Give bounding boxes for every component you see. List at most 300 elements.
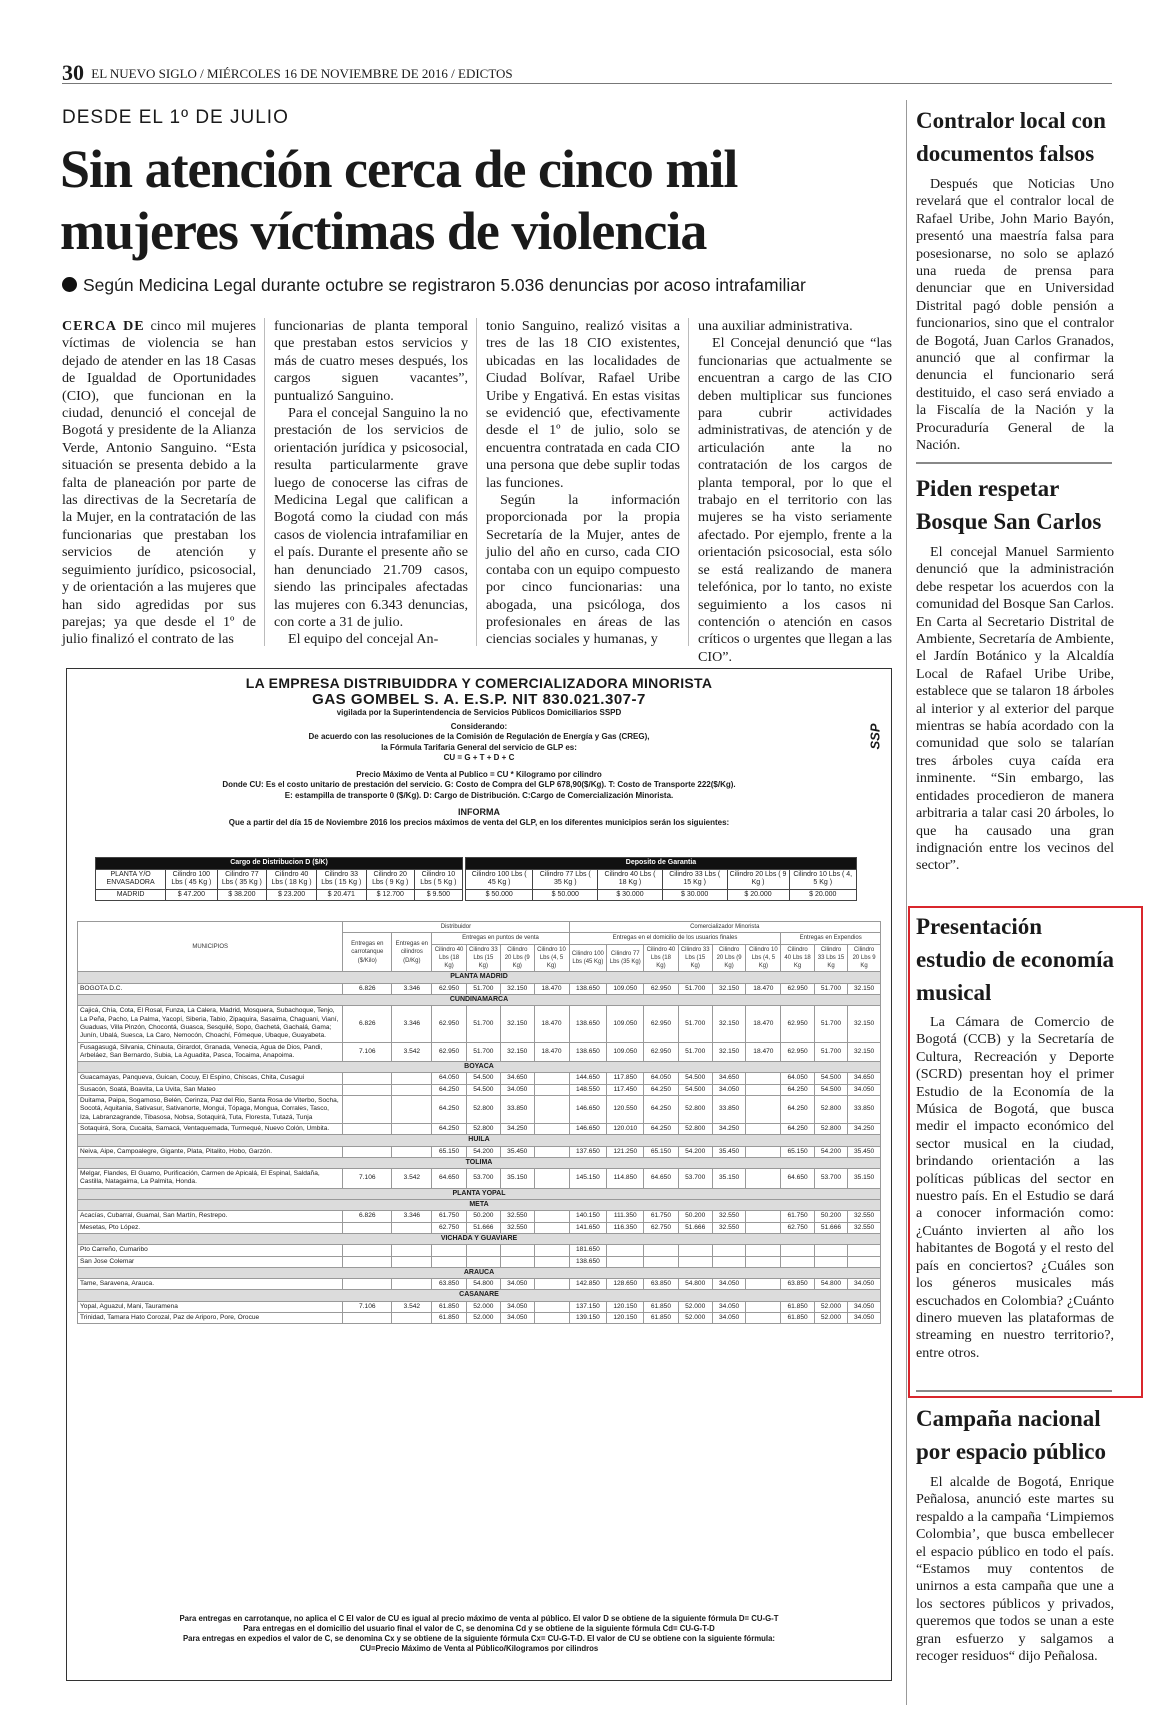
price-cell [678,1245,712,1256]
price-cell [848,1245,881,1256]
price-cell: 18.470 [746,1006,781,1042]
price-cell: 32.150 [500,983,534,994]
section-label: CASANARE [78,1290,881,1301]
price-cell [500,1245,534,1256]
column-divider [264,318,265,646]
table-header: Cilindro 77 Lbs (35 Kg) [607,944,644,972]
price-cell: 54.500 [678,1073,712,1084]
price-cell: 64.650 [644,1169,678,1189]
section-label: TOLIMA [78,1157,881,1168]
section-label: BOYACA [78,1062,881,1073]
price-cell: 34.650 [712,1073,746,1084]
table-section-row [78,1290,881,1301]
price-cell: 142.850 [569,1279,607,1290]
table-header: Cilindro 100 Lbs ( 45 Kg ) [466,869,533,889]
price-cell: 18.470 [534,1042,569,1062]
price-cell: 61.850 [781,1301,814,1312]
price-cell: 138.650 [569,983,607,994]
price-cell: 33.850 [712,1096,746,1124]
municipio-cell: Cajicá, Chía, Cota, El Rosal, Funza, La Calera, Madrid, Mosquera, Subachoque, Tenjo, La Peña, Pacho, La Palma, Yacopí, Siberia, Tabio, Zipaquira, Sasaima, Chaguani, Vianí, Guaduas, Villa Pinzón, Chocontá, Guasca, Sesquilé, Sopo, Gachetá, Gachalá, Gama; Junín, Ubalá, Suesca, La Caro, Nemocón, Choachí, Fómeque, Ubaque, Guayabeta. [78,1006,343,1042]
price-cell [746,1096,781,1124]
table-header: Cilindro 33 Lbs ( 15 Kg ) [662,869,727,889]
table-row [78,1006,881,1042]
table-row [78,1073,881,1084]
notice-footer: Para entregas en carrotanque, no aplica el C El valor de CU es igual al precio máximo de venta al público. El valor D se obtiene de la siguiente fórmula D= CU-G-T Para entregas en el domicilio del usuario final el valor de C, se denomina Cd y se obtiene de la siguiente fórmula Cd= CU-G-T-D Para entregas en expedios el valor de C, se denomina Cx y se obtiene de la siguiente fórmula Cx= CU-G-T-D. El valor de CU se obtiene con la siguiente fórmula: CU=Precio Máximo de Venta al Público/Kilogramos por cilindros [179,1614,779,1653]
price-cell: 35.150 [712,1169,746,1189]
price-cell: 34.650 [848,1073,881,1084]
price-cell [814,1245,847,1256]
price-cell: 3.346 [392,1211,432,1222]
price-cell: 141.650 [569,1222,607,1233]
price-cell: 62.950 [432,983,466,994]
price-cell [746,1169,781,1189]
price-cell: 51.700 [678,1006,712,1042]
table-header: Cilindro 40 Lbs (18 Kg) [432,944,466,972]
article-deck [62,275,806,296]
price-cell: 34.050 [712,1084,746,1095]
price-cell [607,1245,644,1256]
price-cell: 35.150 [848,1169,881,1189]
table-header: Cilindro 33 Lbs (15 Kg) [678,944,712,972]
price-cell: 62.950 [644,1042,678,1062]
price-cell: 52.800 [678,1123,712,1134]
municipio-cell: Yopal, Aguazul, Mani, Tauramena [78,1301,343,1312]
price-cell [343,1279,392,1290]
price-cell [746,1211,781,1222]
sidebar-headline-1: Contralor local con documentos falsos [916,108,1106,166]
price-cell [607,1256,644,1267]
table-header: Cilindro 20 Lbs ( 9 Kg ) [366,869,414,889]
price-cell: 54.800 [814,1279,847,1290]
price-cell: 137.150 [569,1301,607,1312]
notice-title: LA EMPRESA DISTRIBUIDDRA Y COMERCIALIZADORA MINORISTA [245,675,713,691]
price-cell [343,1073,392,1084]
article-paragraph: Según la información proporcionada por la propia Secretaría de la Mujer, antes de julio del año en curso, cada CIO contaba con un equipo compuesto por cinco funcionarias: una abogada, una psicóloga, dos profesionales en áreas de las ciencias sociales y humanas, y [486,492,680,648]
price-cell: 52.000 [678,1312,712,1323]
price-cell: 32.550 [848,1211,881,1222]
sidebar-separator [916,462,1112,464]
sidebar-headline-2: Piden respetar Bosque San Carlos [916,476,1102,534]
table-header: Entregas en el domicilio de los usuarios finales [569,933,781,944]
price-cell [534,1312,569,1323]
price-cell [534,1084,569,1095]
price-cell [781,1245,814,1256]
municipio-cell: Guacamayas, Panqueva, Guican, Cocuy, El Espino, Chiscas, Chita, Cusagui [78,1073,343,1084]
price-cell [392,1312,432,1323]
price-cell: 3.542 [392,1169,432,1189]
deposito-garantia-table: Deposito de Garantia Cilindro 100 Lbs ( 45 Kg ) Cilindro 77 Lbs ( 35 Kg ) Cilindro 40 Lbs ( 18 Kg ) Cilindro 33 Lbs ( 15 Kg ) Cilindro 20 Lbs ( 9 Kg ) Cilindro 10 Lbs ( 4, 5 Kg ) $ 50.000 $ 50.000 $ 30.000 $ 30.000 $ 20.000 $ 20.000 [465,857,857,901]
municipio-cell: BOGOTA D.C. [78,983,343,994]
article-column-3 [486,318,680,649]
price-cell [392,1222,432,1233]
price-cell: 138.650 [569,1006,607,1042]
price-cell [432,1256,466,1267]
notice-considerando: Considerando: [450,721,508,731]
sidebar-headline-4: Campaña nacional por espacio público [916,1406,1106,1464]
table-header: Cilindro 33 Lbs 15 Kg [814,944,847,972]
price-cell: 61.850 [432,1312,466,1323]
price-cell: 34.250 [500,1123,534,1134]
price-cell [392,1245,432,1256]
price-cell: 54.500 [466,1084,500,1095]
price-cell: 32.550 [712,1222,746,1233]
price-cell: 62.750 [432,1222,466,1233]
price-cell: 52.800 [678,1096,712,1124]
price-cell: 52.800 [814,1096,847,1124]
price-cell [781,1256,814,1267]
price-cell: 51.700 [814,983,847,994]
folio-line [62,62,1112,84]
price-cell: 35.450 [848,1146,881,1157]
table-row [78,1123,881,1134]
price-cell [392,1096,432,1124]
table-header: Cilindro 20 Lbs ( 9 Kg ) [727,869,789,889]
section-label: ARAUCA [78,1267,881,1278]
price-cell [534,1073,569,1084]
price-cell: 50.200 [814,1211,847,1222]
table-cell: $ 47.200 [166,889,217,901]
price-cell: 53.700 [814,1169,847,1189]
price-cell: 64.250 [781,1084,814,1095]
price-cell: 117.850 [607,1073,644,1084]
table-row [78,1245,881,1256]
price-cell: 148.550 [569,1084,607,1095]
price-cell: 52.800 [466,1123,500,1134]
price-cell: 62.950 [781,983,814,994]
price-cell [343,1123,392,1134]
table-cell: $ 20.471 [316,889,366,901]
price-cell: 33.850 [848,1096,881,1124]
price-cell: 51.700 [814,1042,847,1062]
table-header: Cilindro 20 Lbs 9 Kg [848,944,881,972]
table-header: Cilindro 10 Lbs ( 5 Kg ) [414,869,462,889]
price-cell: 52.000 [466,1301,500,1312]
sidebar-story-3: La Cámara de Comercio de Bogotá (CCB) y la Secretaría de Cultura, Recreación y Deporte (SCRD) presentan hoy el primer Estudio de la Economía de la Música de Bogotá, que busca medir el impacto económico del sector musical en la ciudad, brindando orientación a las políticas públicas del sector en nuestro país. En el Estudio se dará a conocer información como: ¿Cuánto invierten al año los habitantes de Bogotá y el resto del país en conciertos? ¿Cuáles son los géneros musicales más escuchados en Colombia? ¿Cuánto dinero mueven las plataformas de streaming en nuestro territorio?, entre otros. [916,1014,1114,1361]
price-cell: 51.700 [678,1042,712,1062]
table-cell: $ 38.200 [217,889,267,901]
municipio-cell: Duitama, Paipa, Sogamoso, Belén, Cerinza, Paz del Rio, Santa Rosa de Viterbo, Socha, Socotá, Aquitania, Sativasur, Sativanorte, Mongui, Tópaga, Mongua, Corrales, Tasco, Iza, Labranzagrande, Tibasosa, Nobsa, Sotaquirá, Tuta, Floresta, Tutazá, Tunja [78,1096,343,1124]
table-row [78,983,881,994]
price-cell: 64.250 [781,1123,814,1134]
price-cell [534,1256,569,1267]
sidebar-story-2: El concejal Manuel Sarmiento denunció que la administración debe respetar los acuerdos con la comunidad del Bosque San Carlos. En Carta al Secretario Distrital de Ambiente, Secretaría de Ambiente, el Jardín Botánico y la Alcaldía Local de Rafael Uribe Uribe, establece que se talaron 18 árboles al interior y al exterior del parque mientras se había acordado con la comunidad que solo se talarían tres árboles cuya caída era inminente. “Sin embargo, las entidades procedieron de manera arbitraria a talar casi 20 árboles, lo que ha causado una gran indignación entre los vecinos del sector”. [916,544,1114,874]
table-header: Cilindro 33 Lbs ( 15 Kg ) [316,869,366,889]
table-header: Entregas en cilindros (D/Kg) [392,933,432,972]
table-header: Cilindro 100 Lbs ( 45 Kg ) [166,869,217,889]
price-cell: 63.850 [432,1279,466,1290]
price-cell: 120.150 [607,1312,644,1323]
price-cell: 51.666 [678,1222,712,1233]
price-cell: 50.200 [466,1211,500,1222]
table-cell: $ 50.000 [466,889,533,901]
sidebar-divider [906,100,907,1705]
price-cell: 64.650 [781,1169,814,1189]
table-section-row [78,972,881,983]
legal-notice: LA EMPRESA DISTRIBUIDDRA Y COMERCIALIZADORA MINORISTA GAS GOMBEL S. A. E.S.P. NIT 830.021.307-7 vigilada por la Superintendencia de Servicios Públicos Domiciliarios SSPD Considerando: De acuerdo con las resoluciones de la Comisión de Regulación de Energía y Gas (CREG), la Fórmula Tarifaria General del servicio de GLP es: CU = G + T + D + C Precio Máximo de Venta al Publico = CU * Kilogramo por cilindro Donde CU: Es el costo unitario de prestación del servicio. G: Costo de Compra del GLP 678,90($/Kg). T: Costo de Transporte 222($/Kg). E: estampilla de transporte 0 ($/Kg). D: Cargo de Distribución. C:Cargo de Comercialización Minorista. INFORMA Que a partir del día 15 de Noviembre 2016 los precios máximos de venta del GLP, en los diferentes municipios serán los siguientes: SSP Cargo de Distribucion D ($/K) PLANTA Y/O ENVASADORA Cilindro 100 Lbs ( 45 Kg ) Cilindro 77 Lbs ( 35 Kg ) Cilindro 40 Lbs ( 18 Kg ) Cilindro 33 Lbs ( 15 Kg ) Cilindro 20 Lbs ( 9 Kg ) Cilindro 10 Lbs ( 5 Kg ) MADRID $ 47.200 $ 38.200 $ 23.200 $ 20.471 $ 12.700 $ 9.500 Deposito de Garantia Cilindro 100 Lbs ( 45 Kg ) Cilindro 77 Lbs ( 35 Kg ) Cilindro 40 Lbs ( 18 Kg ) Cilindro 33 Lbs ( 15 Kg ) Cilindro 20 Lbs ( 9 Kg ) Cilindro 10 Lbs ( 4, 5 Kg ) $ 50.000 $ 50.000 $ 30.000 $ 30.000 $ 20.000 $ 20.000 MUNICIPIOS Distribuidor Comercializador Minorista Entregas en carrotanque ($/Kilo) Entregas en cilindros (D/Kg) Entregas en puntos de venta Entregas en el domicilio de los usuarios finales Entregas en Expendios Cilindro 40 Lbs (18 Kg) Cilindro 33 Lbs (15 Kg) Cilindro 20 Lbs (9 Kg) Cilindro 10 Lbs (4, 5 Kg) Cilindro 100 Lbs (45 Kg) Cilindro 77 Lbs (35 Kg) Cilindro 40 Lbs (18 Kg) Cilindro 33 Lbs (15 Kg) Cilindro 20 Lbs (9 Kg) Cilindro 10 Lbs (4, 5 Kg) Cilindro 40 Lbs 18 Kg Cilindro 33 Lbs 15 Kg Cilindro 20 Lbs 9 Kg PLANTA MADRID BOGOTA D.C. 6.826 3.346 62.950 51.700 32.150 18.470 138.650 109.050 62.950 51.700 32.150 18.470 62.950 51.700 32.150 CUNDINAMARCA Cajicá, Chía, Cota, El Rosal, Funza, La Calera, Madrid, Mosquera, Subachoque, Tenjo, La Peña, Pacho, La Palma, Yacopí, Siberia, Tabio, Zipaquira, Sasaima, Chaguani, Vianí, Guaduas, Villa Pinzón, Chocontá, Guasca, Sesquilé, Sopo, Gachetá, Gachalá, Gama; Junín, Ubalá, Suesca, La Caro, Nemocón, Choachí, Fómeque, Ubaque, Guayabeta. 6.826 3.346 62.950 51.700 32.150 18.470 138.650 109.050 62.950 51.700 32.150 18.470 62.950 51.700 32.150 Fusagasugá, Silvania, Chinauta, Girardot, Granada, Venecia, Agua de Dios, Pandi, Arbeláez, San Bernardo, Subia, La Aguadita, Pasca, Tocaima, Anapoima. 7.106 3.542 62.950 51.700 32.150 18.470 138.650 109.050 62.950 51.700 32.150 18.470 62.950 51.700 32.150 BOYACA Guacamayas, Panqueva, Guican, Cocuy, El Espino, Chiscas, Chita, Cusagui 64.050 54.500 34.650 144.650 117.850 64.050 54.500 34.650 64.050 54.500 34.650 Susacón, Soatá, Boavita, La Uvita, San Mateo 64.250 54.500 34.050 148.550 117.450 64.250 54.500 34.050 64.250 54.500 34.050 Duitama, Paipa, Sogamoso, Belén, Cerinza, Paz del Rio, Santa Rosa de Viterbo, Socha, Socotá, Aquitania, Sativasur, Sativanorte, Mongui, Tópaga, Mongua, Corrales, Tasco, Iza, Labranzagrande, Tibasosa, Nobsa, Sotaquirá, Tuta, Floresta, Tutazá, Tunja 64.250 52.800 33.850 146.650 120.550 64.250 52.800 33.850 64.250 52.800 33.850 Sotaquirá, Sora, Cucaita, Samacá, Ventaquemada, Turmequé, Nuevo Colón, Umbita. 64.250 52.800 34.250 146.650 120.010 64.250 52.800 34.250 64.250 52.800 34.250 HUILA Neiva, Aipe, Campoalegre, Gigante, Plata, Pitalito, Hobo, Garzón. 65.150 54.200 35.450 137.650 121.250 65.150 54.200 35.450 65.150 54.200 35.450 TOLIMA Melgar, Flandes, El Guamo, Purificación, Carmen de Apicalá, El Espinal, Saldaña, Castilla, Natagaima, La Palmita, Honda. 7.106 3.542 64.650 53.700 35.150 145.150 114.850 64.650 53.700 35.150 64.650 53.700 35.150 PLANTA YOPAL META Acacías, Cubarral, Guamal, San Martín, Restrepo. 6.826 3.346 61.750 50.200 32.550 140.150 111.350 61.750 50.200 32.550 61.750 50.200 32.550 Mesetas, Pto López. 62.750 51.666 32.550 141.650 116.350 62.750 51.666 32.550 62.750 51.666 32.550 VICHADA Y GUAVIARE Pto Carreño, Cumaribo 181.650 San Jose Colemar 138.650 ARAUCA Tame, Saravena, Arauca. 63.850 54.800 34.050 142.850 128.650 63.850 54.800 34.050 63.850 54.800 34.050 CASANARE Yopal, Aguazul, Mani, Tauramena 7.106 3.542 61.850 52.000 34.050 137.150 120.150 61.850 52.000 34.050 61.850 52.000 34.050 Trinidad, Tamara Hato Corozal, Paz de Ariporo, Pore, Orocue 61.850 52.000 34.050 139.150 120.150 61.850 52.000 34.050 61.850 52.000 34.050 Para entregas en carrotanque, no aplica el C El valor de CU es igual al precio máximo de venta al público. El valor D se obtiene de la siguiente fórmula D= CU-G-T Para entregas en el domicilio del usuario final el valor de C, se denomina Cd y se obtiene de la siguiente fórmula Cd= CU-G-T-D Para entregas en expedios el valor de C, se denomina Cx y se obtiene de la siguiente fórmula Cx= CU-G-T-D. El valor de CU se obtiene con la siguiente fórmula: CU=Precio Máximo de Venta al Público/Kilogramos por cilindros [66,668,892,1681]
table-header: Cilindro 40 Lbs 18 Kg [781,944,814,972]
price-cell: 62.750 [644,1222,678,1233]
municipio-cell: Fusagasugá, Silvania, Chinauta, Girardot, Granada, Venecia, Agua de Dios, Pandi, Arbeláez, San Bernardo, Subia, La Aguadita, Pasca, Tocaima, Anapoima. [78,1042,343,1062]
price-cell: 34.050 [500,1301,534,1312]
cargo-distribucion-table: Cargo de Distribucion D ($/K) PLANTA Y/O ENVASADORA Cilindro 100 Lbs ( 45 Kg ) Cilindro 77 Lbs ( 35 Kg ) Cilindro 40 Lbs ( 18 Kg ) Cilindro 33 Lbs ( 15 Kg ) Cilindro 20 Lbs ( 9 Kg ) Cilindro 10 Lbs ( 5 Kg ) MADRID $ 47.200 $ 38.200 $ 23.200 $ 20.471 $ 12.700 $ 9.500 [95,857,463,901]
table-header: Cilindro 20 Lbs (9 Kg) [712,944,746,972]
notice-vigilada: vigilada por la Superintendencia de Servicios Públicos Domiciliarios SSPD [336,708,622,717]
price-cell: 32.150 [500,1042,534,1062]
municipio-cell: Sotaquirá, Sora, Cucaita, Samacá, Ventaquemada, Turmequé, Nuevo Colón, Umbita. [78,1123,343,1134]
price-cell: 61.750 [644,1211,678,1222]
table-section-row [78,995,881,1006]
price-cell: 109.050 [607,1006,644,1042]
table-row [78,1096,881,1124]
price-cell: 3.346 [392,983,432,994]
price-cell [392,1256,432,1267]
price-cell: 32.550 [500,1211,534,1222]
price-cell [534,1096,569,1124]
price-cell: 32.150 [848,1042,881,1062]
price-cell: 120.550 [607,1096,644,1124]
price-cell: 117.450 [607,1084,644,1095]
table-header: Cilindro 10 Lbs (4, 5 Kg) [534,944,569,972]
price-cell [746,1245,781,1256]
table-row [78,1042,881,1062]
price-cell [746,1123,781,1134]
price-cell: 52.000 [814,1312,847,1323]
price-cell: 3.542 [392,1301,432,1312]
price-cell: 51.700 [466,1042,500,1062]
price-cell [392,1073,432,1084]
price-cell: 18.470 [746,983,781,994]
table-section-row [78,1135,881,1146]
table-header: Entregas en carrotanque ($/Kilo) [343,933,392,972]
price-cell: 54.200 [466,1146,500,1157]
municipio-cell: Melgar, Flandes, El Guamo, Purificación, Carmen de Apicalá, El Espinal, Saldaña, Castilla, Natagaima, La Palmita, Honda. [78,1169,343,1189]
article-kicker: DESDE EL 1º DE JULIO [62,107,289,128]
price-cell: 64.250 [644,1096,678,1124]
table-header: Comercializador Minorista [569,922,880,933]
table-row [78,1279,881,1290]
price-cell: 33.850 [500,1096,534,1124]
table-row [78,1211,881,1222]
column-divider [476,318,477,646]
price-cell: 61.850 [644,1301,678,1312]
table-header: Cilindro 33 Lbs (15 Kg) [466,944,500,972]
price-cell [392,1279,432,1290]
price-cell: 62.950 [644,983,678,994]
table-cell: $ 30.000 [598,889,663,901]
price-cell: 6.826 [343,1006,392,1042]
notice-informa: INFORMA [458,807,500,817]
table-header: Cilindro 40 Lbs ( 18 Kg ) [598,869,663,889]
price-cell: 64.650 [432,1169,466,1189]
price-cell: 34.050 [848,1312,881,1323]
price-cell: 64.050 [432,1073,466,1084]
price-cell: 64.250 [644,1123,678,1134]
price-cell: 51.700 [466,983,500,994]
price-cell [392,1123,432,1134]
price-cell [712,1256,746,1267]
table-header: Cilindro 10 Lbs (4, 5 Kg) [746,944,781,972]
price-cell [534,1211,569,1222]
price-cell: 120.150 [607,1301,644,1312]
price-cell: 62.950 [781,1042,814,1062]
table-header: Cilindro 20 Lbs (9 Kg) [500,944,534,972]
price-cell [343,1312,392,1323]
price-cell: 51.700 [814,1006,847,1042]
price-cell [814,1256,847,1267]
price-cell: 34.650 [500,1073,534,1084]
price-cell: 34.250 [848,1123,881,1134]
price-cell [343,1256,392,1267]
price-cell [343,1096,392,1124]
municipio-cell: Pto Carreño, Cumaribo [78,1245,343,1256]
table-section-row [78,1062,881,1073]
price-cell: 34.250 [712,1123,746,1134]
price-cell [432,1245,466,1256]
sspd-logo: SSP [867,723,883,750]
price-cell: 34.050 [712,1301,746,1312]
table-cell: $ 20.000 [789,889,856,901]
sidebar-headline-3: Presentación estudio de economía musical [916,914,1115,1005]
price-cell [343,1245,392,1256]
price-cell: 128.650 [607,1279,644,1290]
price-cell [746,1301,781,1312]
price-cell: 50.200 [678,1211,712,1222]
table-header: Entregas en puntos de venta [432,933,569,944]
price-cell: 51.666 [466,1222,500,1233]
price-cell: 3.542 [392,1042,432,1062]
price-cell: 7.106 [343,1301,392,1312]
table-header: MUNICIPIOS [78,922,343,972]
table-row [78,1222,881,1233]
price-cell: 52.000 [814,1301,847,1312]
folio-text: EL NUEVO SIGLO / MIÉRCOLES 16 DE NOVIEMBRE DE 2016 / EDICTOS [91,66,513,81]
bullet-icon [62,277,77,292]
table-cell: $ 50.000 [533,889,598,901]
table-header: Distribuidor [343,922,569,933]
price-cell: 116.350 [607,1222,644,1233]
price-cell: 61.750 [781,1211,814,1222]
price-cell: 34.050 [500,1279,534,1290]
table-cell: MADRID [96,889,166,901]
price-cell: 61.850 [644,1312,678,1323]
price-cell: 54.500 [814,1084,847,1095]
price-cell: 53.700 [678,1169,712,1189]
price-cell: 64.050 [644,1073,678,1084]
price-cell: 51.700 [678,983,712,994]
lead-in: CERCA DE [62,318,145,334]
price-cell [534,1123,569,1134]
price-cell [392,1084,432,1095]
section-label: HUILA [78,1135,881,1146]
table-row [78,1084,881,1095]
price-cell: 64.250 [644,1084,678,1095]
price-cell [534,1301,569,1312]
price-cell: 54.500 [678,1084,712,1095]
table-header: Cilindro 77 Lbs ( 35 Kg ) [217,869,267,889]
table-section-row [78,1233,881,1244]
price-cell: 65.150 [432,1146,466,1157]
price-cell [712,1245,746,1256]
price-cell: 137.650 [569,1146,607,1157]
price-cell: 52.000 [466,1312,500,1323]
table-row [78,1301,881,1312]
price-cell: 32.150 [712,983,746,994]
price-cell: 32.150 [712,1042,746,1062]
price-cell [392,1146,432,1157]
section-label: VICHADA Y GUAVIARE [78,1233,881,1244]
table-header: Cilindro 10 Lbs ( 4, 5 Kg ) [789,869,856,889]
price-cell: 62.950 [781,1006,814,1042]
table-row [78,1169,881,1189]
price-cell [500,1256,534,1267]
table-section-row [78,1267,881,1278]
price-cell: 109.050 [607,983,644,994]
table-header: Cilindro 100 Lbs (45 Kg) [569,944,607,972]
price-cell [644,1256,678,1267]
sidebar-story-4: El alcalde de Bogotá, Enrique Peñalosa, anunció este martes su respaldo a la campaña ‘Limpiemos Colombia’, que busca embellecer el espacio público en todo el país. “Estamos muy contentos de unirnos a esta campaña que une a los sectores públicos y privados, queremos que todos se unan a este gran esfuerzo y salgamos a recoger residuos“ dijo Peñalosa. [916,1474,1114,1665]
price-cell: 3.346 [392,1006,432,1042]
price-cell [746,1256,781,1267]
price-cell: 34.050 [712,1312,746,1323]
price-cell: 54.500 [466,1073,500,1084]
price-cell: 32.550 [500,1222,534,1233]
price-cell: 64.250 [432,1096,466,1124]
price-cell [746,1222,781,1233]
price-cell: 6.826 [343,983,392,994]
price-cell [644,1245,678,1256]
municipio-cell: San Jose Colemar [78,1256,343,1267]
table-section-row [78,1200,881,1211]
price-cell [746,1084,781,1095]
price-cell [746,1312,781,1323]
table-header: Cilindro 77 Lbs ( 35 Kg ) [533,869,598,889]
price-cell: 181.650 [569,1245,607,1256]
article-column-2 [274,318,468,649]
price-cell: 146.650 [569,1123,607,1134]
price-cell: 111.350 [607,1211,644,1222]
price-cell: 63.850 [781,1279,814,1290]
price-cell: 62.950 [644,1006,678,1042]
section-label: PLANTA YOPAL [78,1188,881,1199]
table-cell: $ 12.700 [366,889,414,901]
price-cell: 64.250 [432,1084,466,1095]
price-cell: 52.800 [814,1123,847,1134]
price-cell: 54.200 [678,1146,712,1157]
price-cell: 52.000 [678,1301,712,1312]
price-cell: 32.150 [712,1006,746,1042]
price-cell: 63.850 [644,1279,678,1290]
price-cell: 64.250 [432,1123,466,1134]
price-cell: 61.850 [432,1301,466,1312]
price-cell: 62.950 [432,1006,466,1042]
price-cell: 54.200 [814,1146,847,1157]
price-cell: 114.850 [607,1169,644,1189]
price-cell: 6.826 [343,1211,392,1222]
price-cell [746,1279,781,1290]
section-label: META [78,1200,881,1211]
sidebar-story-1: Después que Noticias Uno revelará que el contralor local de Rafael Uribe, John Mario Bayón, presentó una maestría falsa para posesionarse, no solo se aplazó una rueda de prensa para denunciar que en Universidad Distrital pagó doble pensión a funcionarios, sino que el contralor de Bogotá, Juan Carlos Granados, anunció que al confirmar la denuncia el funcionario será destituido, el caso será enviado a la Fiscalía de la Nación y la Procuraduría General de la Nación. [916,176,1114,454]
price-cell [534,1222,569,1233]
price-cell: 64.250 [781,1096,814,1124]
municipio-cell: Mesetas, Pto López. [78,1222,343,1233]
price-cell: 61.750 [432,1211,466,1222]
table-cell: $ 9.500 [414,889,462,901]
article-column-4 [698,318,892,666]
page-number: 30 [62,60,84,85]
price-cell: 32.150 [848,983,881,994]
table-section-row [78,1157,881,1168]
price-cell: 35.450 [712,1146,746,1157]
